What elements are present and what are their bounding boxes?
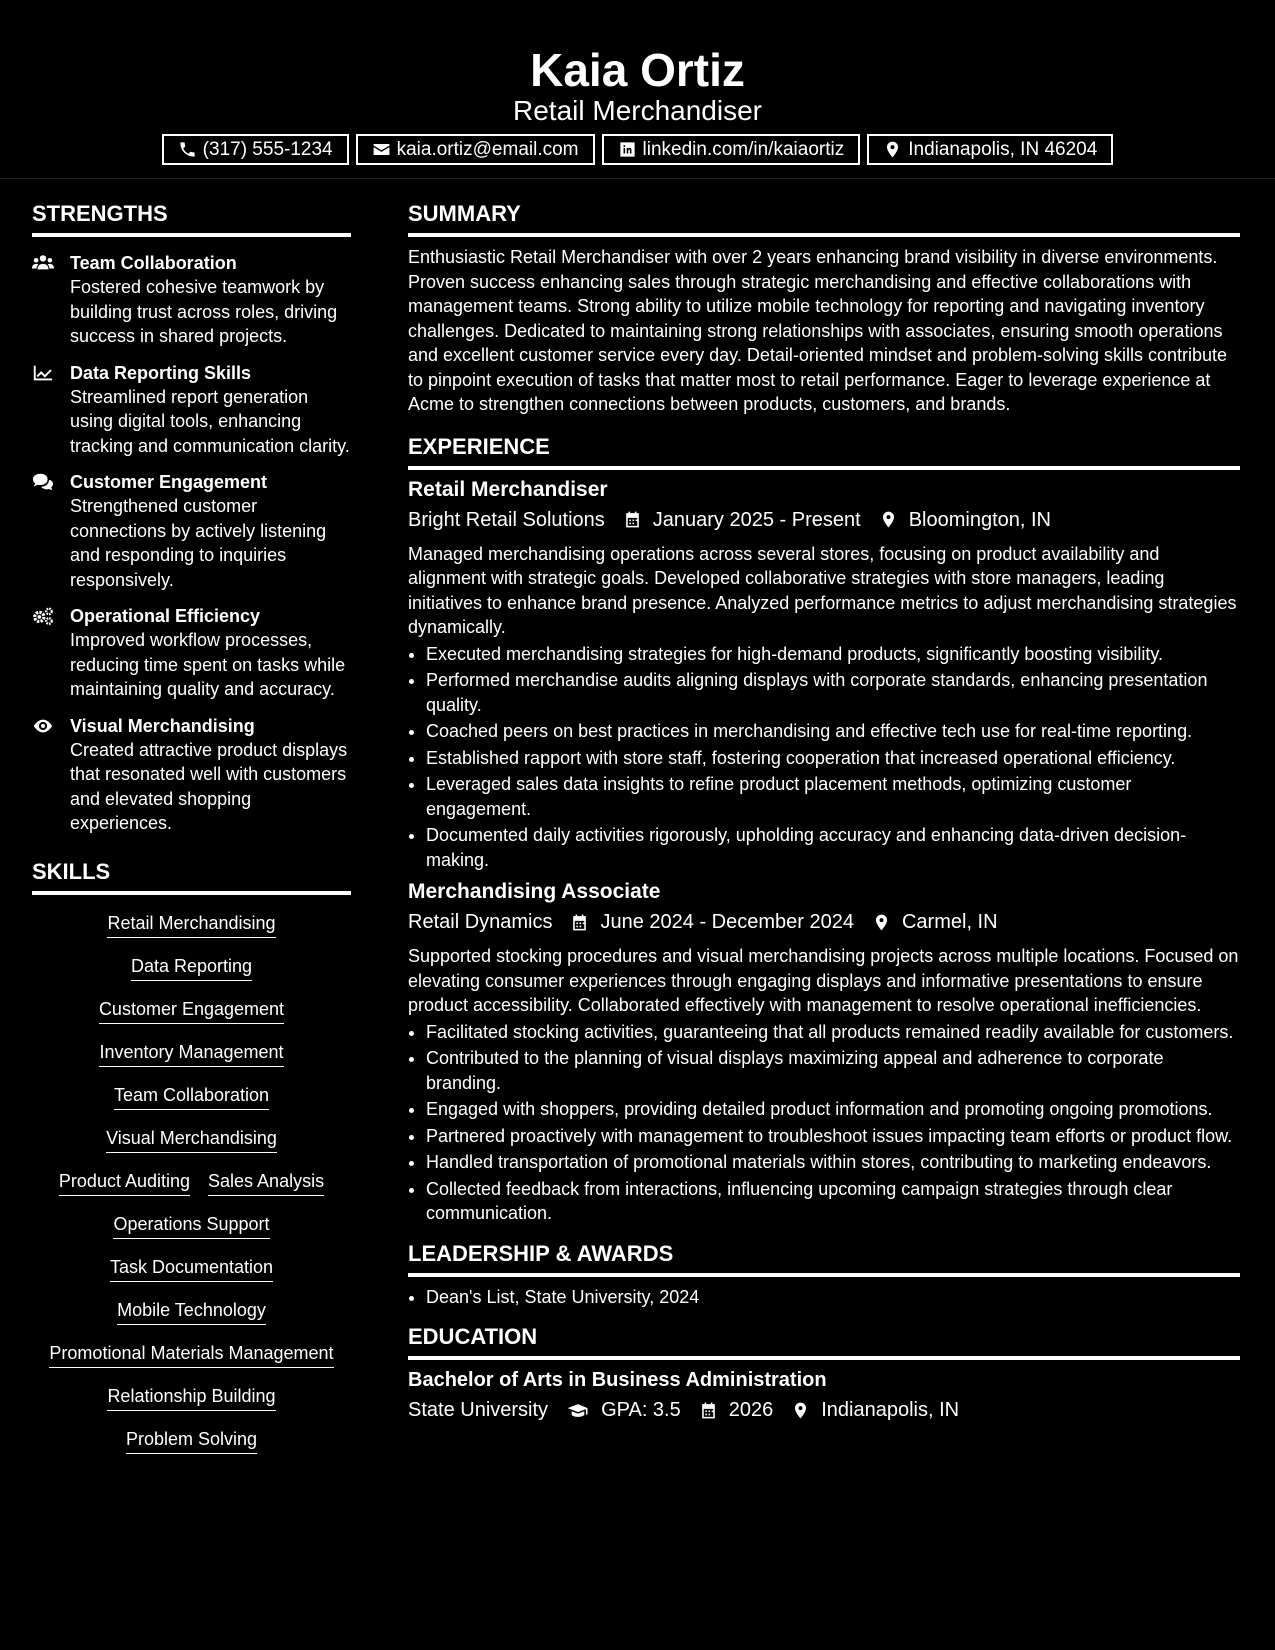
strength-title: Team Collaboration [70,253,237,273]
list-item: • Executed merchandising strategies for high-demand products, significantly boosting visibility. [426,642,1240,667]
skill-tag: Problem Solving [126,1427,257,1454]
skill-tag: Inventory Management [99,1040,283,1067]
list-item: • Handled transportation of promotional materials within stores, contributing to marketing endeavors. [426,1150,1240,1175]
education-location: Indianapolis, IN [821,1399,960,1421]
left-column [32,178,351,1464]
calendar-icon [570,913,589,932]
strength-desc: Improved workflow processes, reducing time spent on tasks while maintaining quality and accuracy. [70,630,346,699]
contact-email[interactable] [356,134,595,165]
job-entry [408,878,1240,1226]
strength-title: Data Reporting Skills [70,362,252,383]
strength-item [32,604,351,702]
skills-list [32,905,351,1464]
contact-linkedin[interactable] [602,134,861,165]
strength-item [32,251,351,349]
skill-tag: Mobile Technology [117,1298,266,1325]
education-meta [408,1396,1240,1424]
right-column [408,178,1240,1432]
graduation-cap-icon [566,1401,590,1420]
list-item: • Documented daily activities rigorously, upholding accuracy and enhancing data-driven decision-making. [426,823,1240,872]
strength-desc: Fostered cohesive teamwork by building trust across roles, driving success in shared projects. [70,277,338,346]
list-item: • Partnered proactively with management to troubleshoot issues impacting team efforts or product flow. [426,1124,1240,1149]
resume-header [0,0,1275,179]
skill-tag: Promotional Materials Management [49,1341,333,1368]
skill-tag: Operations Support [113,1212,269,1239]
strength-desc: Streamlined report generation using digital tools, enhancing tracking and communication clarity. [70,386,350,456]
job-meta [408,908,1240,936]
job-title: Merchandising Associate [408,880,661,903]
skill-tag: Data Reporting [131,954,252,981]
job-description: Managed merchandising operations across several stores, focusing on product availability and alignment with strategic goals. Developed collaborative strategies with store managers, leading initiatives to enhance brand presence. Analyzed performance metrics to adjust merchandising strategies dynamically. [408,543,1237,637]
strength-item [32,361,351,459]
skill-tag: Product Auditing [59,1169,190,1196]
job-meta [408,506,1240,534]
linkedin-text: linkedin.com/in/kaiaortiz [642,138,845,160]
calendar-icon [699,1401,718,1420]
list-item: • Contributed to the planning of visual displays maximizing appeal and adherence to corporate branding. [426,1046,1240,1095]
strength-item [32,470,351,592]
list-item: • Established rapport with store staff, fostering cooperation that increased operational efficiency. [426,746,1240,771]
chart-line-icon [32,363,54,383]
candidate-title: Retail Merchandiser [513,95,762,126]
job-title: Retail Merchandiser [408,477,608,501]
map-marker-icon [872,913,891,932]
contact-bar [0,134,1275,165]
summary-text: Enthusiastic Retail Merchandiser with over 2 years enhancing brand visibility in diverse environments. Proven success enhancing sales through strategic merchandising and effective collaborations with management teams. Strong ability to utilize mobile technology for reporting and navigating inventory challenges. Dedicated to maintaining strong relationships with associates, ensuring smooth operations and excellent customer service every day. Detail-oriented mindset and problem-solving skills contribute to pinpoint execution of tasks that matter most to retail performance. Eager to leverage experience at Acme to strengthen connections between products, customers, and brands. [408,247,1228,414]
calendar-icon [623,510,642,529]
users-icon [32,253,54,273]
job-location: Carmel, IN [901,911,998,933]
strengths-heading: STRENGTHS [32,200,351,237]
strength-title: Customer Engagement [70,472,268,492]
skill-tag: Customer Engagement [99,997,284,1024]
skill-tag: Task Documentation [110,1255,273,1282]
strength-title: Operational Efficiency [70,606,261,626]
location-text: Indianapolis, IN 46204 [908,138,1098,160]
strength-item [32,714,351,836]
phone-icon [178,140,197,159]
linkedin-icon [618,140,637,159]
skill-tag: Sales Analysis [208,1169,324,1196]
skill-tag: Retail Merchandising [107,911,275,938]
cogs-icon [32,606,54,626]
comments-icon [32,472,54,492]
contact-phone[interactable] [162,134,349,165]
job-bullets [408,1020,1240,1226]
education-heading: EDUCATION [408,1323,1240,1360]
degree-title: Bachelor of Arts in Business Administration [408,1369,827,1391]
school-name: State University [408,1399,549,1421]
map-marker-icon [883,140,902,159]
gpa-text: GPA: 3.5 [601,1399,681,1421]
map-marker-icon [791,1401,810,1420]
eye-icon [32,716,54,736]
graduation-year: 2026 [728,1399,774,1421]
list-item: • Performed merchandise audits aligning displays with corporate standards, enhancing presentation quality. [426,668,1240,717]
job-dates: January 2025 - Present [652,508,861,531]
awards-list [408,1285,1240,1310]
contact-location[interactable] [867,134,1113,165]
envelope-icon [372,140,391,159]
map-marker-icon [879,510,898,529]
job-location: Bloomington, IN [908,508,1051,531]
list-item: • Engaged with shoppers, providing detailed product information and promoting ongoing promotions. [426,1097,1240,1122]
job-description: Supported stocking procedures and visual merchandising projects across multiple locations. Focused on elevating consumer experiences through engaging displays and informative presentations to ensure product accessibility. Collaborated effectively with management to resolve operational inefficiencies. [408,946,1239,1015]
job-bullets [408,642,1240,873]
strength-desc: Strengthened customer connections by actively listening and responding to inquiries responsively. [70,496,327,590]
skill-tag: Visual Merchandising [106,1126,277,1153]
list-item: • Leveraged sales data insights to refine product placement methods, optimizing customer engagement. [426,772,1240,821]
job-dates: June 2024 - December 2024 [600,911,854,933]
awards-heading: LEADERSHIP & AWARDS [408,1240,1240,1277]
experience-heading: EXPERIENCE [408,433,1240,470]
job-company: Bright Retail Solutions [408,508,605,531]
phone-text: (317) 555-1234 [202,138,333,160]
strength-desc: Created attractive product displays that resonated well with customers and elevated shopping experiences. [70,739,348,833]
list-item: • Collected feedback from interactions, influencing upcoming campaign strategies through clear communication. [426,1177,1240,1226]
email-text: kaia.ortiz@email.com [396,138,579,160]
job-entry [408,476,1240,873]
skill-tag: Team Collaboration [114,1083,269,1110]
list-item: • Dean's List, State University, 2024 [426,1285,1240,1310]
list-item: • Coached peers on best practices in merchandising and effective tech use for real-time reporting. [426,719,1240,744]
strength-title: Visual Merchandising [70,715,255,736]
job-company: Retail Dynamics [408,911,553,933]
list-item: • Facilitated stocking activities, guaranteeing that all products remained readily available for customers. [426,1020,1240,1045]
candidate-name: Kaia Ortiz [530,44,745,96]
summary-heading: SUMMARY [408,200,1240,237]
skill-tag: Relationship Building [107,1384,275,1411]
skills-heading: SKILLS [32,858,351,895]
